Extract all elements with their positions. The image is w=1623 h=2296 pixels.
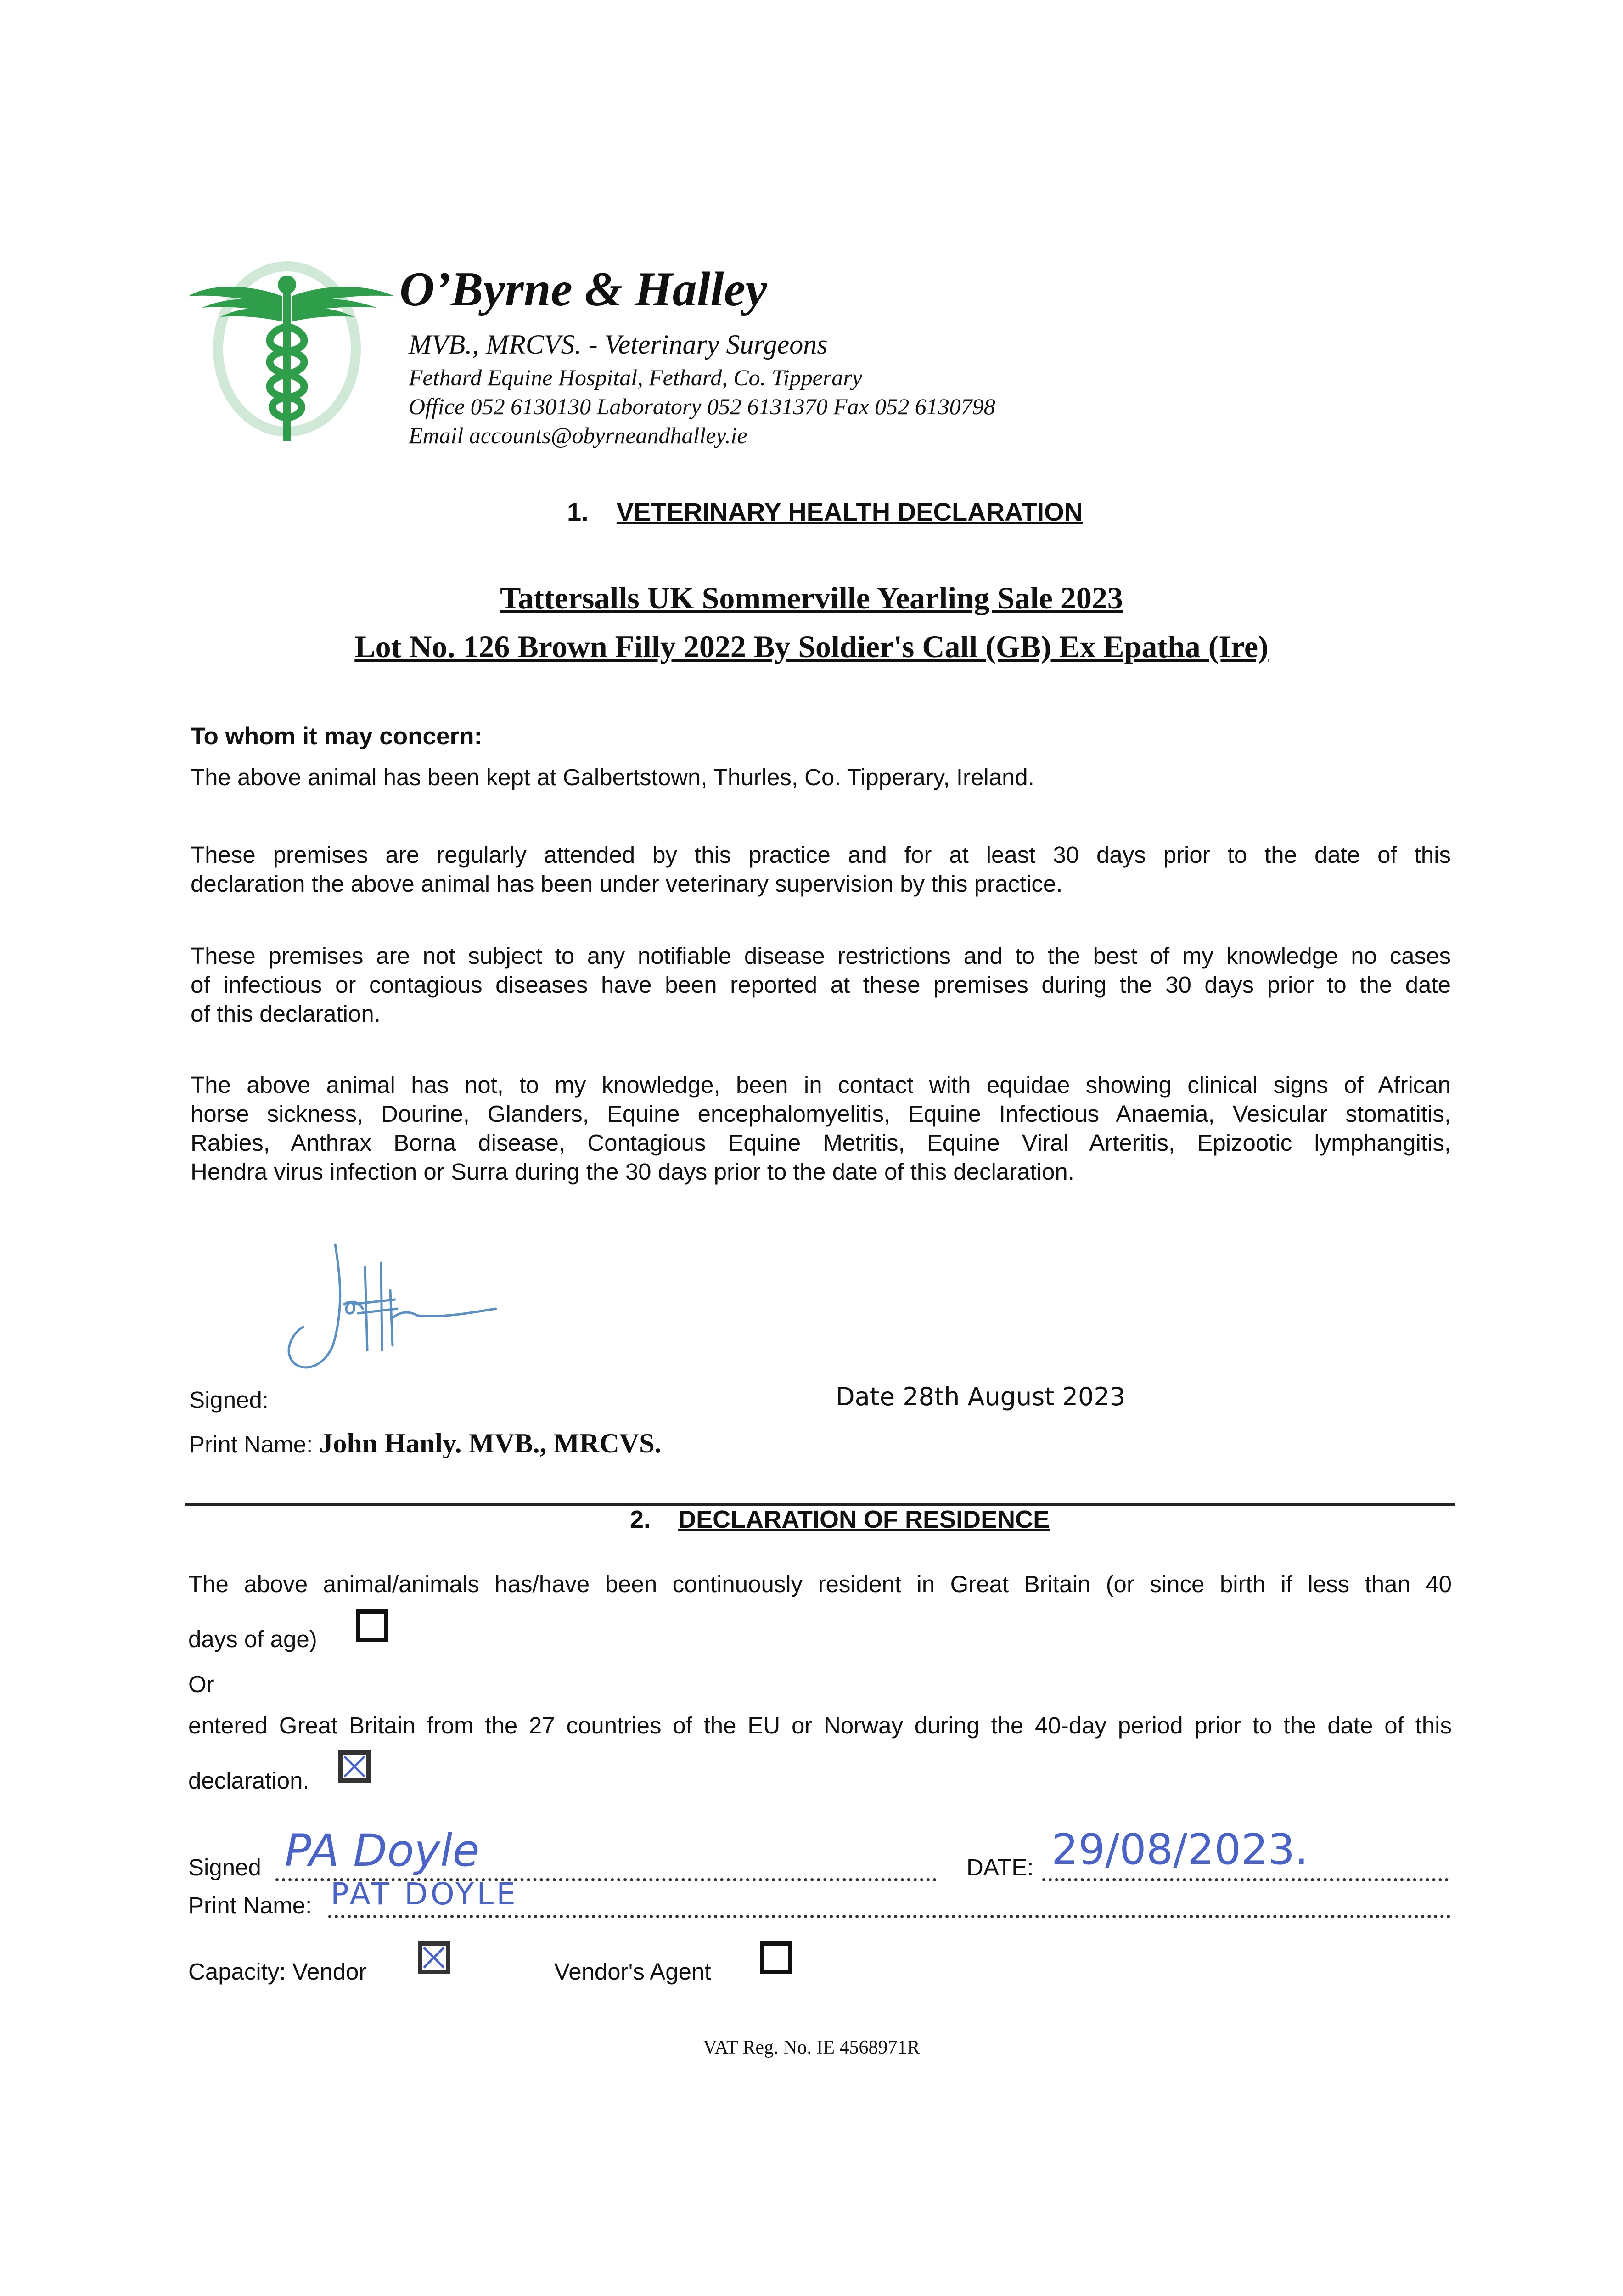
para-no-contact (191, 1070, 1451, 1186)
section2-number: 2. (630, 1506, 651, 1533)
residence-or: Or (188, 1671, 214, 1697)
owner-print-name-label: Print Name: (188, 1892, 312, 1919)
capacity-label: Capacity: Vendor (188, 1958, 367, 1985)
check-x-icon (422, 1946, 446, 1970)
para-line: These premises are not subject to any notifiable disease restrictions and to the best of my knowledge no cases (191, 943, 1451, 969)
vet-print-name-value: John Hanly. MVB., MRCVS. (319, 1428, 662, 1458)
section1-heading (567, 497, 1083, 527)
firm-name: O’Byrne & Halley (399, 262, 767, 316)
vendors-agent-label: Vendor's Agent (554, 1958, 711, 1985)
firm-subtitle: MVB., MRCVS. - Veterinary Surgeons (409, 329, 828, 360)
section1-number: 1. (567, 497, 589, 526)
section2-heading (630, 1504, 1050, 1535)
para-line: of this declaration. (191, 1001, 381, 1027)
para-line: The above animal has not, to my knowledge, been in contact with equidae showing clinical signs of African (191, 1072, 1451, 1098)
owner-signature: PA Doyle (285, 1825, 480, 1876)
residence-line-2: days of age) (188, 1626, 317, 1652)
para-line: Hendra virus infection or Surra during the 30 days prior to the date of this declaration. (191, 1159, 1074, 1185)
owner-date-label: DATE: (966, 1854, 1034, 1880)
entered-checkbox[interactable] (338, 1750, 371, 1783)
residence-line-3: entered Great Britain from the 27 countries of the EU or Norway during the 40-day period prior to the date of this (188, 1712, 1452, 1739)
owner-print-name-value: PAT DOYLE (331, 1876, 518, 1912)
para-no-disease (191, 941, 1451, 1028)
section2-title: DECLARATION OF RESIDENCE (678, 1506, 1050, 1533)
check-x-icon (343, 1755, 366, 1778)
firm-address: Fethard Equine Hospital, Fethard, Co. Tipperary (409, 365, 862, 390)
para-line: These premises are regularly attended by this practice and for at least 30 days prior to the date of this (191, 842, 1451, 868)
para-kept-at: The above animal has been kept at Galbertstown, Thurles, Co. Tipperary, Ireland. (191, 764, 1034, 790)
vendor-checkbox[interactable] (418, 1941, 450, 1974)
vat-number: VAT Reg. No. IE 4568971R (703, 2037, 920, 2058)
firm-phones: Office 052 6130130 Laboratory 052 6131370 Fax 052 6130798 (409, 394, 995, 419)
para-line: of infectious or contagious diseases have been reported at these premises during the 30 days prior to the date (191, 972, 1451, 998)
owner-date-value: 29/08/2023. (1051, 1825, 1309, 1874)
firm-email: Email accounts@obyrneandhalley.ie (409, 422, 747, 448)
residence-line-4: declaration. (188, 1767, 309, 1794)
para-line: horse sickness, Dourine, Glanders, Equine encephalomyelitis, Equine Infectious Anaemia, Vesicular stomatitis, (191, 1101, 1451, 1127)
para-line: Rabies, Anthrax Borna disease, Contagious Equine Metritis, Equine Viral Arteritis, Epizootic lymphangitis, (191, 1130, 1451, 1156)
residence-line-1: The above animal/animals has/have been continuously resident in Great Britain (or since birth if less than 40 (188, 1571, 1452, 1597)
para-attended (191, 840, 1451, 898)
vet-date: Date 28th August 2023 (836, 1382, 1126, 1411)
owner-signed-label: Signed (188, 1854, 261, 1880)
caduceus-logo (184, 257, 413, 455)
resident-checkbox[interactable] (356, 1609, 388, 1642)
vet-print-name (189, 1428, 662, 1460)
owner-date-line (1042, 1878, 1449, 1881)
vet-print-name-label: Print Name: (189, 1431, 313, 1458)
vet-signature (275, 1235, 514, 1401)
salutation: To whom it may concern: (191, 723, 483, 750)
section1-title: VETERINARY HEALTH DECLARATION (616, 497, 1083, 526)
vendors-agent-checkbox[interactable] (760, 1941, 792, 1974)
para-line: declaration the above animal has been under veterinary supervision by this practice. (191, 871, 1063, 897)
sale-title: Tattersalls UK Sommerville Yearling Sale 2023 (500, 580, 1123, 615)
owner-print-name-line (328, 1915, 1451, 1918)
lot-title: Lot No. 126 Brown Filly 2022 By Soldier's Call (GB) Ex Epatha (Ire) (354, 629, 1269, 664)
vet-signed-label: Signed: (189, 1387, 269, 1413)
